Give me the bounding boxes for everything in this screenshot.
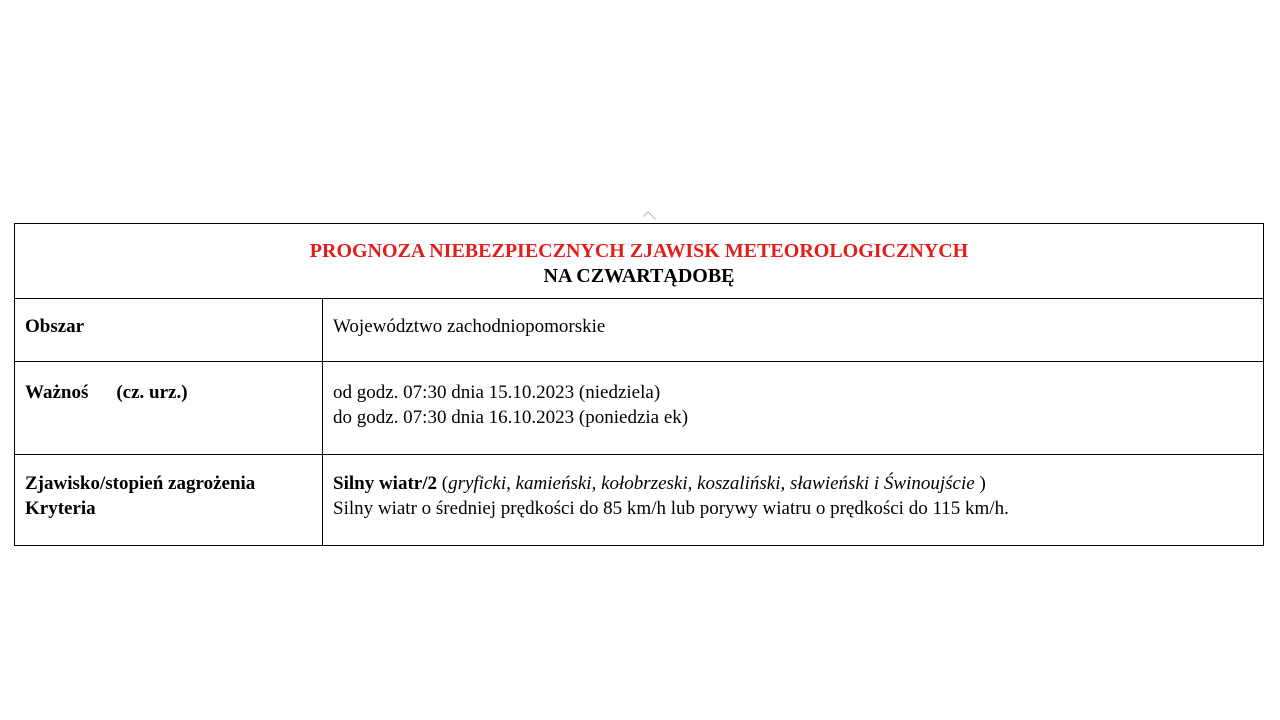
phenomenon-level: Silny wiatr/2 <box>333 473 437 494</box>
validity-value-cell <box>323 362 1264 455</box>
title-cell <box>15 224 1264 299</box>
page-mark <box>643 211 656 224</box>
validity-from: od godz. 07:30 dnia 15.10.2023 (niedziela) <box>333 382 661 403</box>
area-value: Województwo zachodniopomorskie <box>333 316 606 337</box>
phenomenon-value-cell <box>323 455 1264 546</box>
criteria-label: Kryteria <box>25 498 96 519</box>
warning-title: PROGNOZA NIEBEZPIECZNYCH ZJAWISK METEOROLOGICZNYCH <box>309 240 969 262</box>
title-row <box>15 224 1264 299</box>
counties-open-paren: ( <box>441 473 449 494</box>
area-value-cell <box>323 299 1264 362</box>
phenomenon-level-line <box>333 471 1253 496</box>
phenomenon-label-cell <box>15 455 323 546</box>
warning-subtitle: NA CZWARTĄDOBĘ <box>543 265 735 287</box>
validity-label-cell <box>15 362 323 455</box>
criteria-text: Silny wiatr o średniej prędkości do 85 km/h lub porywy wiatru o prędkości do 115 km/h. <box>333 498 1009 519</box>
phenomenon-row <box>15 455 1264 546</box>
counties-list: gryficki, kamieński, kołobrzeski, koszaliński, sławieński i Świnoujście <box>448 473 975 494</box>
weather-warning-table <box>14 223 1264 546</box>
phenomenon-label: Zjawisko/stopień zagrożenia <box>25 473 256 494</box>
validity-label: Ważnoś <box>25 382 89 403</box>
validity-row <box>15 362 1264 455</box>
area-label: Obszar <box>25 316 85 337</box>
validity-to: do godz. 07:30 dnia 16.10.2023 (poniedzia ek) <box>333 407 689 428</box>
area-row <box>15 299 1264 362</box>
area-label-cell <box>15 299 323 362</box>
validity-label-suffix: (cz. urz.) <box>116 382 188 403</box>
counties-close-paren: ) <box>979 473 986 494</box>
